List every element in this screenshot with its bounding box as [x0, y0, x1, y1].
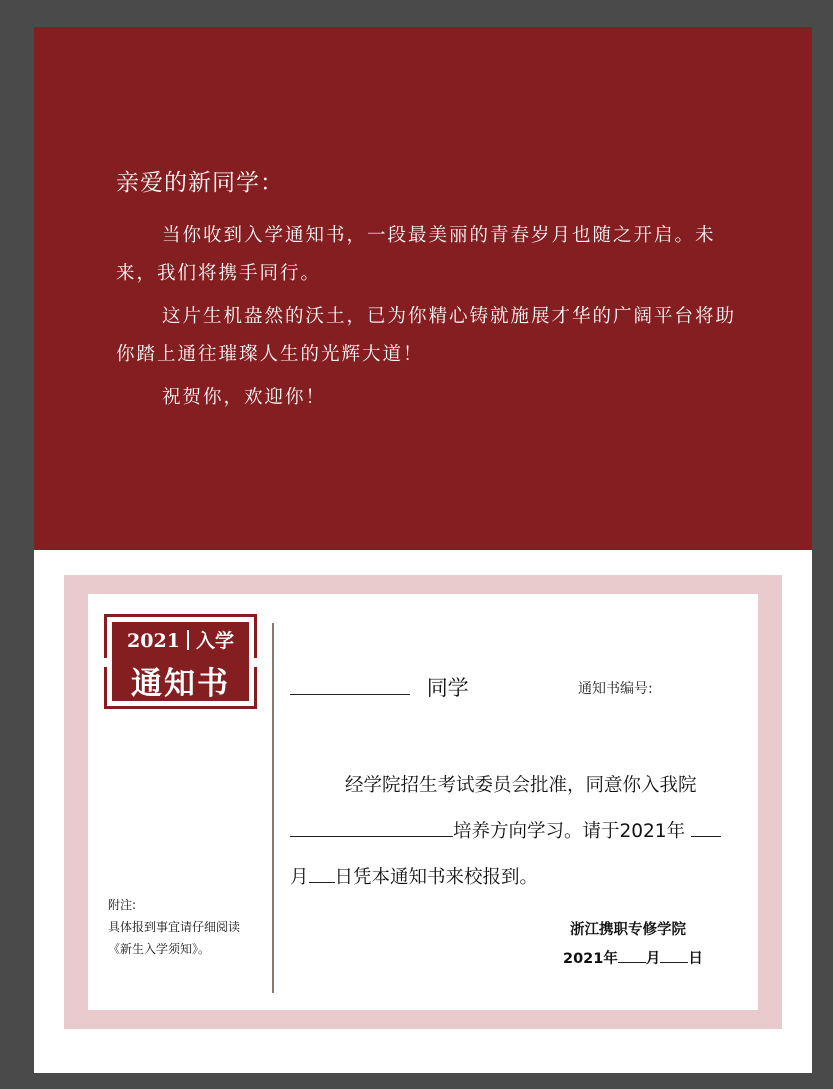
logo-label: 入学 — [195, 630, 234, 652]
footnote-line-2: 《新生入学须知》。 — [108, 942, 211, 956]
admission-logo — [104, 614, 257, 709]
notice-line-1: 经学院招生考试委员会批准，同意你入我院 — [345, 775, 697, 796]
logo-year-line — [112, 626, 249, 653]
notice-body — [290, 763, 752, 901]
logo-badge — [112, 622, 249, 701]
year-month-blank — [691, 836, 721, 837]
student-suffix: 同学 — [426, 676, 469, 700]
vertical-divider — [272, 623, 274, 993]
date-day: 日 — [688, 951, 703, 967]
admission-letter-page — [34, 27, 812, 1073]
notice-card-frame — [64, 575, 782, 1029]
school-name: 浙江携职专修学院 — [570, 922, 686, 938]
notice-number-label: 通知书编号: — [578, 681, 653, 697]
notice-line-2: 培养方向学习。请于2021年 — [453, 821, 686, 842]
date-month: 月 — [645, 951, 661, 967]
welcome-section — [34, 27, 812, 550]
welcome-paragraph-2: 这片生机盎然的沃土，已为你精心铸就施展才华的广阔平台将助你踏上通往璀璨人生的光辉大道！ — [116, 306, 737, 365]
logo-year: 2021 — [127, 630, 180, 652]
day-blank — [309, 882, 335, 883]
footnote — [108, 894, 240, 960]
footnote-line-1: 具体报到事宜请仔细阅读 — [108, 920, 241, 934]
student-name-row — [290, 672, 469, 702]
notice-card — [88, 594, 758, 1010]
notice-line-3: 日凭本通知书来校报到。 — [334, 867, 539, 888]
date-day-blank — [660, 962, 688, 963]
logo-title: 通知书 — [131, 666, 230, 702]
greeting: 亲爱的新同学： — [116, 170, 284, 196]
major-blank — [290, 836, 453, 837]
issue-date — [563, 947, 703, 968]
welcome-paragraph-3: 祝贺你，欢迎你！ — [162, 387, 327, 408]
logo-divider — [187, 630, 189, 650]
date-year: 2021年 — [563, 951, 618, 967]
student-name-blank — [290, 694, 410, 695]
footnote-heading: 附注: — [108, 898, 137, 912]
date-month-blank — [618, 962, 646, 963]
notice-month: 月 — [290, 867, 309, 888]
welcome-paragraph-1: 当你收到入学通知书，一段最美丽的青春岁月也随之开启。未来，我们将携手同行。 — [116, 225, 716, 284]
